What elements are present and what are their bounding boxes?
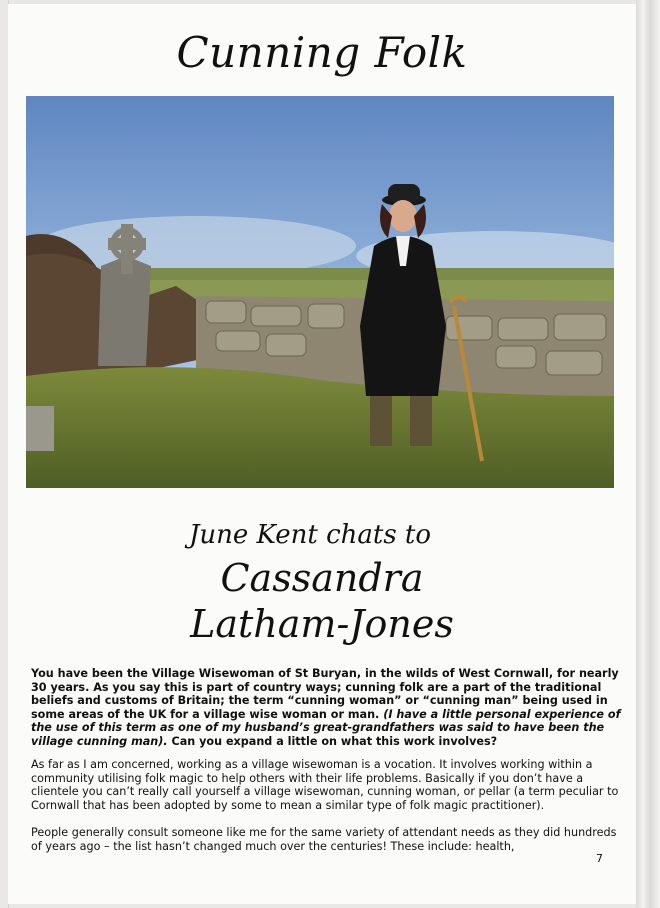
interview-question <box>31 667 621 749</box>
answer-paragraph: As far as I am concerned, working as a village wisewoman is a vocation. It involves working within a community utilising folk magic to help others with their life problems. Basically if you don’t have a clientele you can’t really call yourself a village wisewoman, cunning woman, or pellar (a term peculiar to Cornwall that has been adopted by some to mean a similar type of folk magic practitioner). <box>31 758 619 812</box>
article-title: Cunning Folk <box>176 28 468 77</box>
byline: June Kent chats to <box>188 520 432 550</box>
question-aside: (I have a little personal experience of the use of this term as one of my husband’s great-grandfathers was said to have been the village cunning man). <box>31 707 621 748</box>
interviewee-first-name: Cassandra <box>220 556 424 600</box>
photo-woman-graveyard-icon <box>26 96 614 488</box>
page-number: 7 <box>596 852 603 865</box>
interviewee-last-name: Latham-Jones <box>190 602 454 646</box>
answer-paragraph: People generally consult someone like me for the same variety of attendant needs as they did hundreds of years ago – the list hasn’t changed much over the centuries! These include: health, <box>31 826 617 853</box>
page-stack-edge <box>636 0 660 908</box>
question-part-1: You have been the Village Wisewoman of St Buryan, in the wilds of West Cornwall, for nearly 30 years. As you say this is part of country ways; cunning folk are a part of the traditional beliefs and customs of Britain; the term “cunning woman” or “cunning man” being used in some areas of the UK for a village wise woman or man. <box>31 667 619 721</box>
article-photo <box>26 96 614 488</box>
question-part-2: Can you expand a little on what this work involves? <box>167 734 498 748</box>
